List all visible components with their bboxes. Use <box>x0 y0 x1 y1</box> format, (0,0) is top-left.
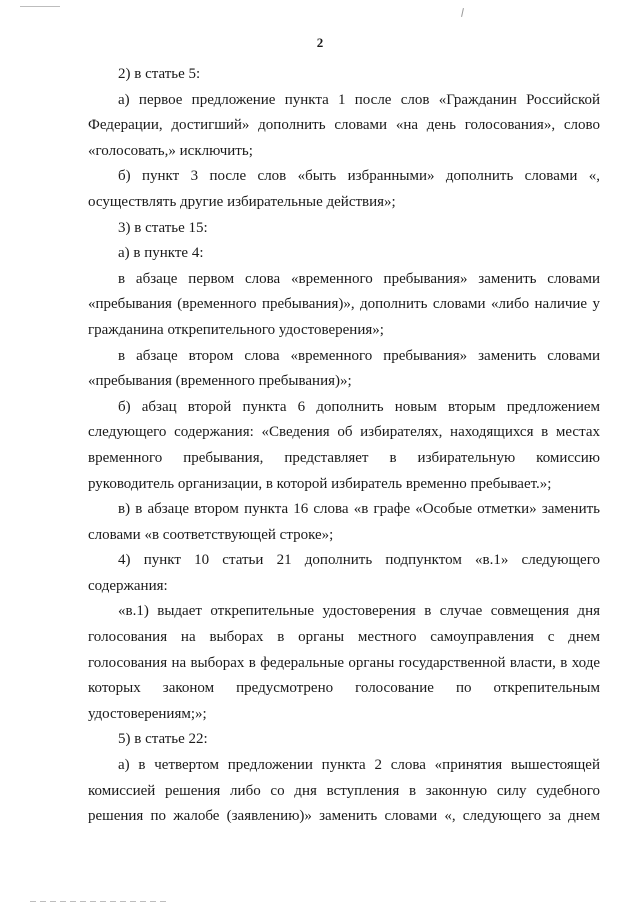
paragraph-article-15: 3) в статье 15: <box>118 219 208 236</box>
scan-artifact-tick <box>461 8 464 17</box>
paragraph-article-21: 4) пункт 10 статьи 21 дополнить подпунктом «в.1» следующего содержания: <box>88 552 600 594</box>
paragraph-article-22-a: а) в четвертом предложении пункта 2 слова «принятия вышестоящей комиссией решения либо со дня вступления в законную силу судебного решения по жалобе (заявлению)» заменить словами «, следующего за днем <box>88 757 600 825</box>
paragraph-article-15-a-second: в абзаце втором слова «временного пребывания» заменить словами «пребывания (временного пребывания)»; <box>88 347 600 390</box>
paragraph-article-5-b: б) пункт 3 после слов «быть избранными» дополнить словами «, осуществлять другие избирательные действия»; <box>88 168 600 210</box>
paragraph-article-15-v: в) в абзаце втором пункта 16 слова «в графе «Особые отметки» заменить словами «в соответствующей строке»; <box>88 501 600 543</box>
paragraph-article-21-v1: «в.1) выдает открепительные удостоверения в случае совмещения дня голосования на выборах в органы местного самоуправления с днем голосования на выборах в федеральные органы государственной власти, в ходе которых законом предусмотрено голосование по открепительным удостоверениям;»; <box>88 603 600 722</box>
paragraph-article-22: 5) в статье 22: <box>118 731 208 748</box>
page-number: 2 <box>316 35 324 50</box>
paragraph-article-15-a-first: в абзаце первом слова «временного пребывания» заменить словами «пребывания (временного пребывания)», дополнить словами «либо наличие у гражданина открепительного удостоверения»; <box>88 270 600 338</box>
scan-artifact-bottom <box>30 901 170 902</box>
scan-artifact-top <box>20 6 60 7</box>
document-body <box>88 62 600 830</box>
paragraph-article-5: 2) в статье 5: <box>118 66 201 82</box>
paragraph-article-15-a: а) в пункте 4: <box>118 245 204 262</box>
paragraph-article-15-b: б) абзац второй пункта 6 дополнить новым вторым предложением следующего содержания: «Сведения об избирателях, находящихся в местах временного пребывания, представляет в избирательную комиссию руководитель организации, в которой избиратель временно пребывает.»; <box>88 398 600 492</box>
paragraph-article-5-a: а) первое предложение пункта 1 после слов «Гражданин Российской Федерации, достигший» дополнить словами «на день голосования», слово «голосовать,» исключить; <box>88 91 600 159</box>
